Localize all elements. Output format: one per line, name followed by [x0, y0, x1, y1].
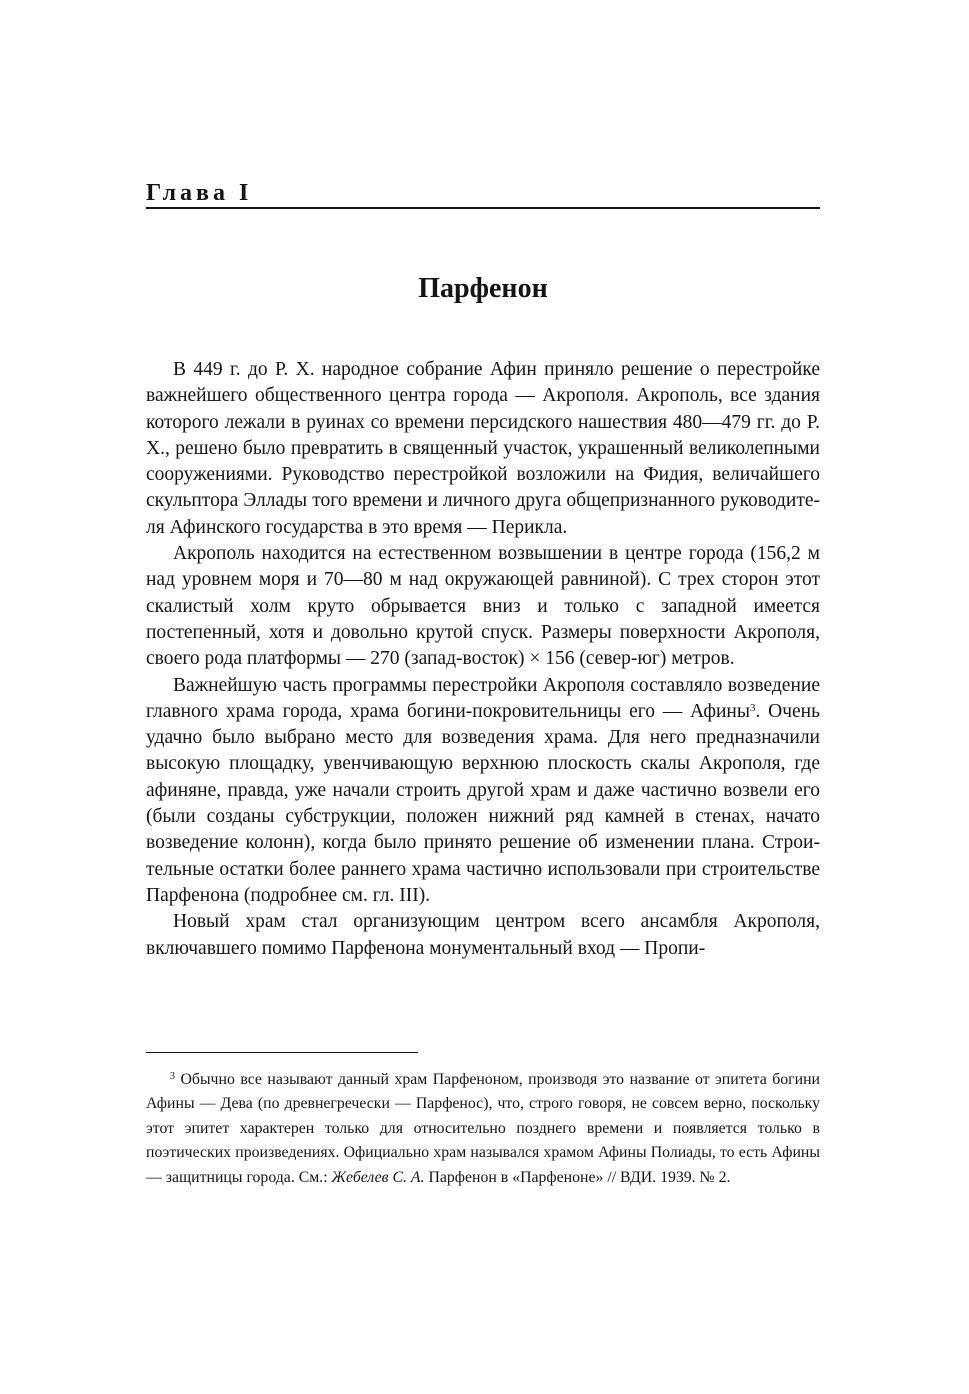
chapter-divider: [146, 207, 820, 209]
footnotes: [146, 1068, 820, 1190]
footnote-3: [146, 1068, 820, 1190]
book-page: [146, 0, 820, 1394]
footnote-number: 3: [170, 1071, 175, 1082]
paragraph-1: В 449 г. до Р. Х. народное собрание Афин приняло решение о перестройке важнейшего общественного центра города — Акрополя. Акрополь, все здания которого лежали в руинах со времени персидского нашествия 480—479 гг. до Р. Х., решено было превратить в священный участок, украшенный великолепными сооружениями. Руководство перестройкой возложили на Фидия, величайшего скульптора Эллады того времени и личного друга общепризнанного руководителя Афинского государства в это время — Перикла.: [146, 359, 820, 538]
paragraph-3-text-b: . Очень удачно было выбрано место для возведения храма. Для него предназначили высокую площадку, увенчивающую верхнюю плоскость скалы Акрополя, где афиняне, правда, уже начали строить другой храм и даже частично возвели его (были созданы субструкции, положен нижний ряд камней в стенах, начато возведение колонн), когда было принято решение об изменении плана. Строительные остатки более раннего храма частично использовали при строительстве Парфенона (подробнее см. гл. III).: [146, 700, 820, 906]
footnote-text: Обычно все называют данный храм Парфеноном, производя это название от эпитета богини Афины — Дева (по древнегречески — Парфенос), что, строго говоря, не совсем верно, поскольку этот эпитет характерен только для относительно позднего времени и появляется только в поэтических произведениях. Официально храм назывался храмом Афины Полиады, то есть Афины — защитницы города. См.:: [146, 1071, 820, 1186]
footnote-divider: [146, 1052, 418, 1053]
paragraph-3: [146, 673, 820, 910]
footnote-reference: 3: [749, 701, 756, 714]
chapter-label: Глава I: [146, 180, 253, 206]
paragraph-2: Акрополь находится на естественном возвышении в центре города (156,2 м над уровнем моря и 70—80 м над окружающей равниной). С трех сторон этот скалистый холм круто обрывается вниз и только с западной имеется постепенный, хотя и довольно крутой спуск. Размеры поверхности Акрополя, своего рода платформы — 270 (запад-восток) × 156 (север-юг) метров.: [146, 543, 820, 670]
body-text: [146, 357, 820, 962]
paragraph-4: Новый храм стал организующим центром всего ансамбля Акрополя, включавшего помимо Парфенона монументальный вход — Пропи-: [146, 911, 820, 959]
paragraph-3-text-a: Важнейшую часть программы перестройки Акрополя составляло возведение главного храма города, храма богини-покровительницы его — Афины: [146, 674, 820, 722]
chapter-title: Парфенон: [418, 273, 548, 304]
footnote-citation: Парфенон в «Парфеноне» // ВДИ. 1939. № 2.: [424, 1168, 731, 1186]
footnote-author: Жебелев С. А.: [331, 1168, 425, 1186]
